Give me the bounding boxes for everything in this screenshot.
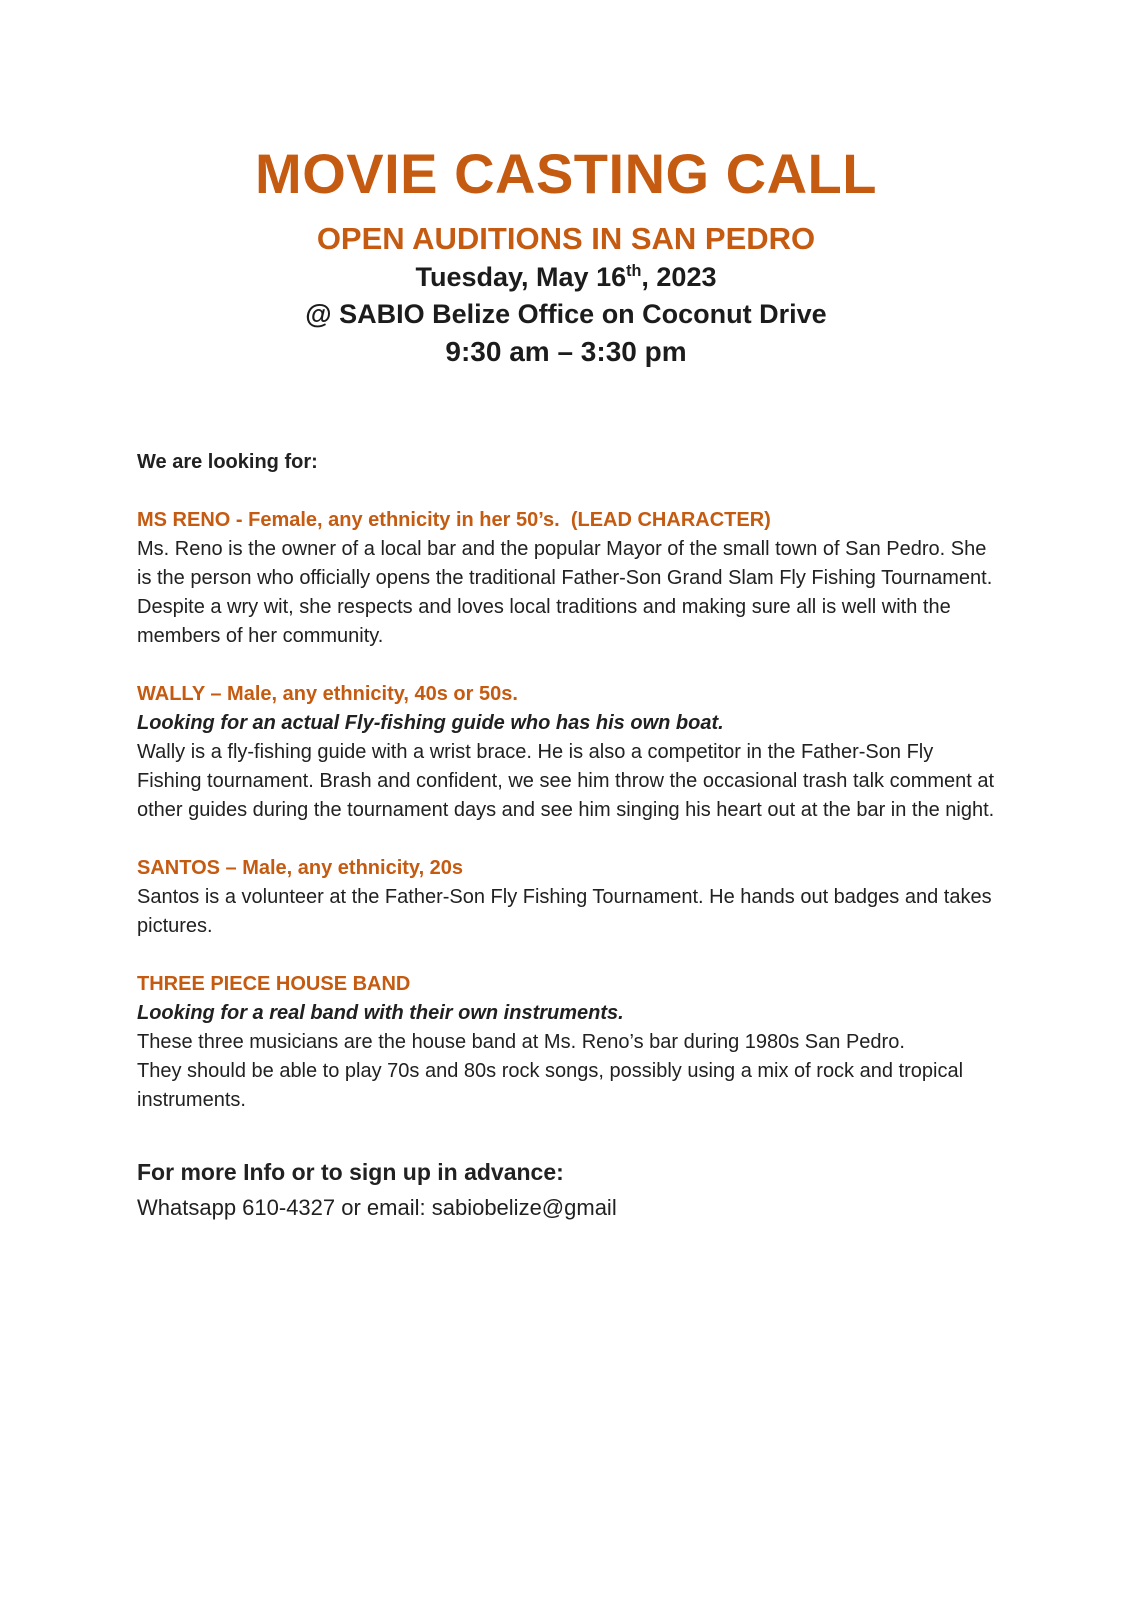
ordinal-suffix: th: [626, 262, 642, 281]
role-description: These three musicians are the house band at Ms. Reno’s bar during 1980s San Pedro.: [137, 1031, 905, 1054]
role-heading: SANTOS – Male, any ethnicity, 20s: [137, 857, 464, 880]
role-requirement-note: Looking for an actual Fly-fishing guide who has his own boat.: [137, 712, 724, 735]
role-section-ms-reno: [137, 506, 995, 651]
role-description: Ms. Reno is the owner of a local bar and the popular Mayor of the small town of San Pedro. She is the person who officially opens the traditional Father-Son Grand Slam Fly Fishing Tournament. Despite a wry wit, she respects and loves local traditions and making sure all is well with the members of her community.: [137, 538, 993, 648]
role-section-santos: [137, 854, 995, 941]
event-date-year: , 2023: [641, 262, 717, 293]
contact-heading: For more Info or to sign up in advance:: [137, 1159, 564, 1186]
role-section-house-band: [137, 970, 995, 1115]
role-section-wally: [137, 680, 995, 825]
event-date-prefix: Tuesday, May 16: [415, 262, 627, 293]
role-description: Santos is a volunteer at the Father-Son Fly Fishing Tournament. He hands out badges and takes pictures.: [137, 886, 992, 938]
role-requirement-note: Looking for a real band with their own instruments.: [137, 1002, 624, 1025]
event-date: [137, 259, 995, 296]
role-heading: WALLY – Male, any ethnicity, 40s or 50s.: [137, 683, 518, 706]
flyer-title: MOVIE CASTING CALL: [255, 142, 877, 205]
role-heading: MS RENO - Female, any ethnicity in her 50’s. (LEAD CHARACTER): [137, 509, 771, 532]
intro-line: We are looking for:: [137, 451, 318, 474]
role-description: Wally is a fly-fishing guide with a wrist brace. He is also a competitor in the Father-Son Fly Fishing tournament. Brash and confident, we see him throw the occasional trash talk comment at other guides during the tournament days and see him singing his heart out at the bar in the night.: [137, 741, 995, 822]
role-description: They should be able to play 70s and 80s rock songs, possibly using a mix of rock and tropical instruments.: [137, 1060, 964, 1112]
event-location: @ SABIO Belize Office on Coconut Drive: [305, 299, 827, 330]
flyer-subtitle: OPEN AUDITIONS IN SAN PEDRO: [316, 221, 816, 257]
role-heading: THREE PIECE HOUSE BAND: [137, 973, 411, 996]
contact-details: Whatsapp 610-4327 or email: sabiobelize@gmail: [137, 1195, 617, 1221]
event-time: 9:30 am – 3:30 pm: [445, 336, 687, 368]
contact-section: [137, 1155, 995, 1225]
